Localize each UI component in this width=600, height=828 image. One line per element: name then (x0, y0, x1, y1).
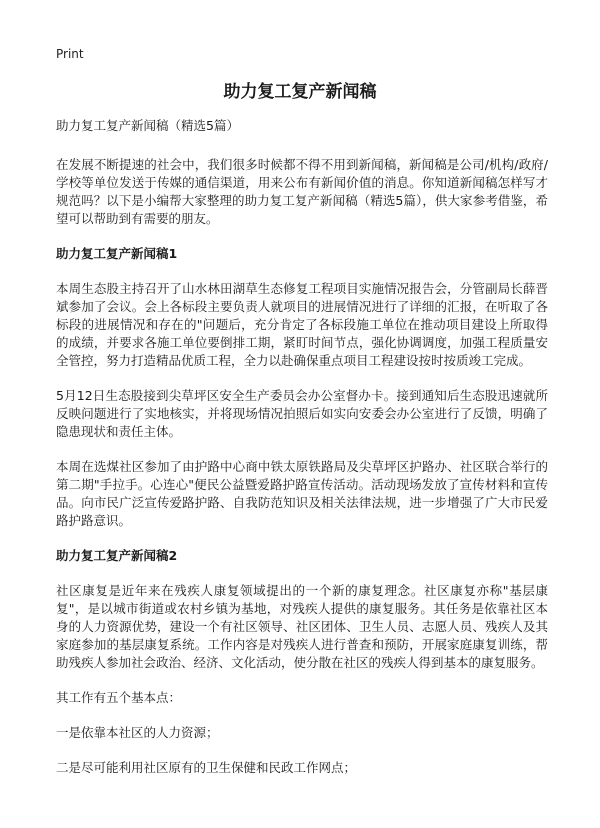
section-2-heading: 助力复工复产新闻稿2 (56, 548, 178, 563)
section-2-points-intro: 其工作有五个基本点： (56, 690, 182, 705)
print-link[interactable]: Print (56, 47, 84, 61)
section-2-point: 一是依靠本社区的人力资源； (56, 725, 219, 740)
section-1-paragraph: 本周在选煤社区参加了由护路中心商中铁太原铁路局及尖草坪区护路办、社区联合举行的第二期"手拉手。心连心"便民公益暨爱路护路宣传活动。活动现场发放了宣传材料和宣传品。向市民广泛宣传爱路护路、自我防范知识及相关法律法规，进一步增强了广大市民爱路护路意识。 (56, 459, 548, 528)
page-title: 助力复工复产新闻稿 (223, 82, 377, 102)
intro-paragraph: 在发展不断提速的社会中，我们很多时候都不得不用到新闻稿，新闻稿是公司/机构/政府/学校等单位发送于传媒的通信渠道，用来公布有新闻价值的消息。你知道新闻稿怎样写才规范吗？以下是小编帮大家整理的助力复工复产新闻稿（精选5篇），供大家参考借鉴，希望可以帮助到有需要的朋友。 (56, 157, 548, 226)
section-1-heading: 助力复工复产新闻稿1 (56, 246, 178, 261)
section-1-paragraph: 5月12日生态股接到尖草坪区安全生产委员会办公室督办卡。接到通知后生态股迅速就所反映问题进行了实地核实，并将现场情况拍照后如实向安委会办公室进行了反馈，明确了隐患现状和责任主体。 (56, 388, 548, 439)
section-1-paragraph: 本周生态股主持召开了山水林田湖草生态修复工程项目实施情况报告会，分管副局长薛晋斌参加了会议。会上各标段主要负责人就项目的进展情况进行了详细的汇报，在听取了各标段的进展情况和存在的"问题后，充分肯定了各标段施工单位在推动项目建设上所取得的成绩，并要求各施工单位要倒排工期，紧盯时间节点，强化协调调度，加强工程质量安全管控，努力打造精品优质工程，全力以赴确保重点项目工程建设按时按质竣工完成。 (56, 281, 548, 368)
section-2-paragraph: 社区康复是近年来在残疾人康复领域提出的一个新的康复理念。社区康复亦称"基层康复"，是以城市街道或农村乡镇为基地，对残疾人提供的康复服务。其任务是依靠社区本身的人力资源优势，建设一个有社区领导、社区团体、卫生人员、志愿人员、残疾人及其家庭参加的基层康复系统。工作内容是对残疾人进行普查和预防，开展家庭康复训练，帮助残疾人参加社会政治、经济、文化活动，使分散在社区的残疾人得到基本的康复服务。 (56, 583, 548, 670)
section-2-point: 二是尽可能利用社区原有的卫生保健和民政工作网点； (56, 760, 357, 775)
article-body (56, 117, 548, 794)
article-subtitle: 助力复工复产新闻稿（精选5篇） (56, 118, 239, 133)
